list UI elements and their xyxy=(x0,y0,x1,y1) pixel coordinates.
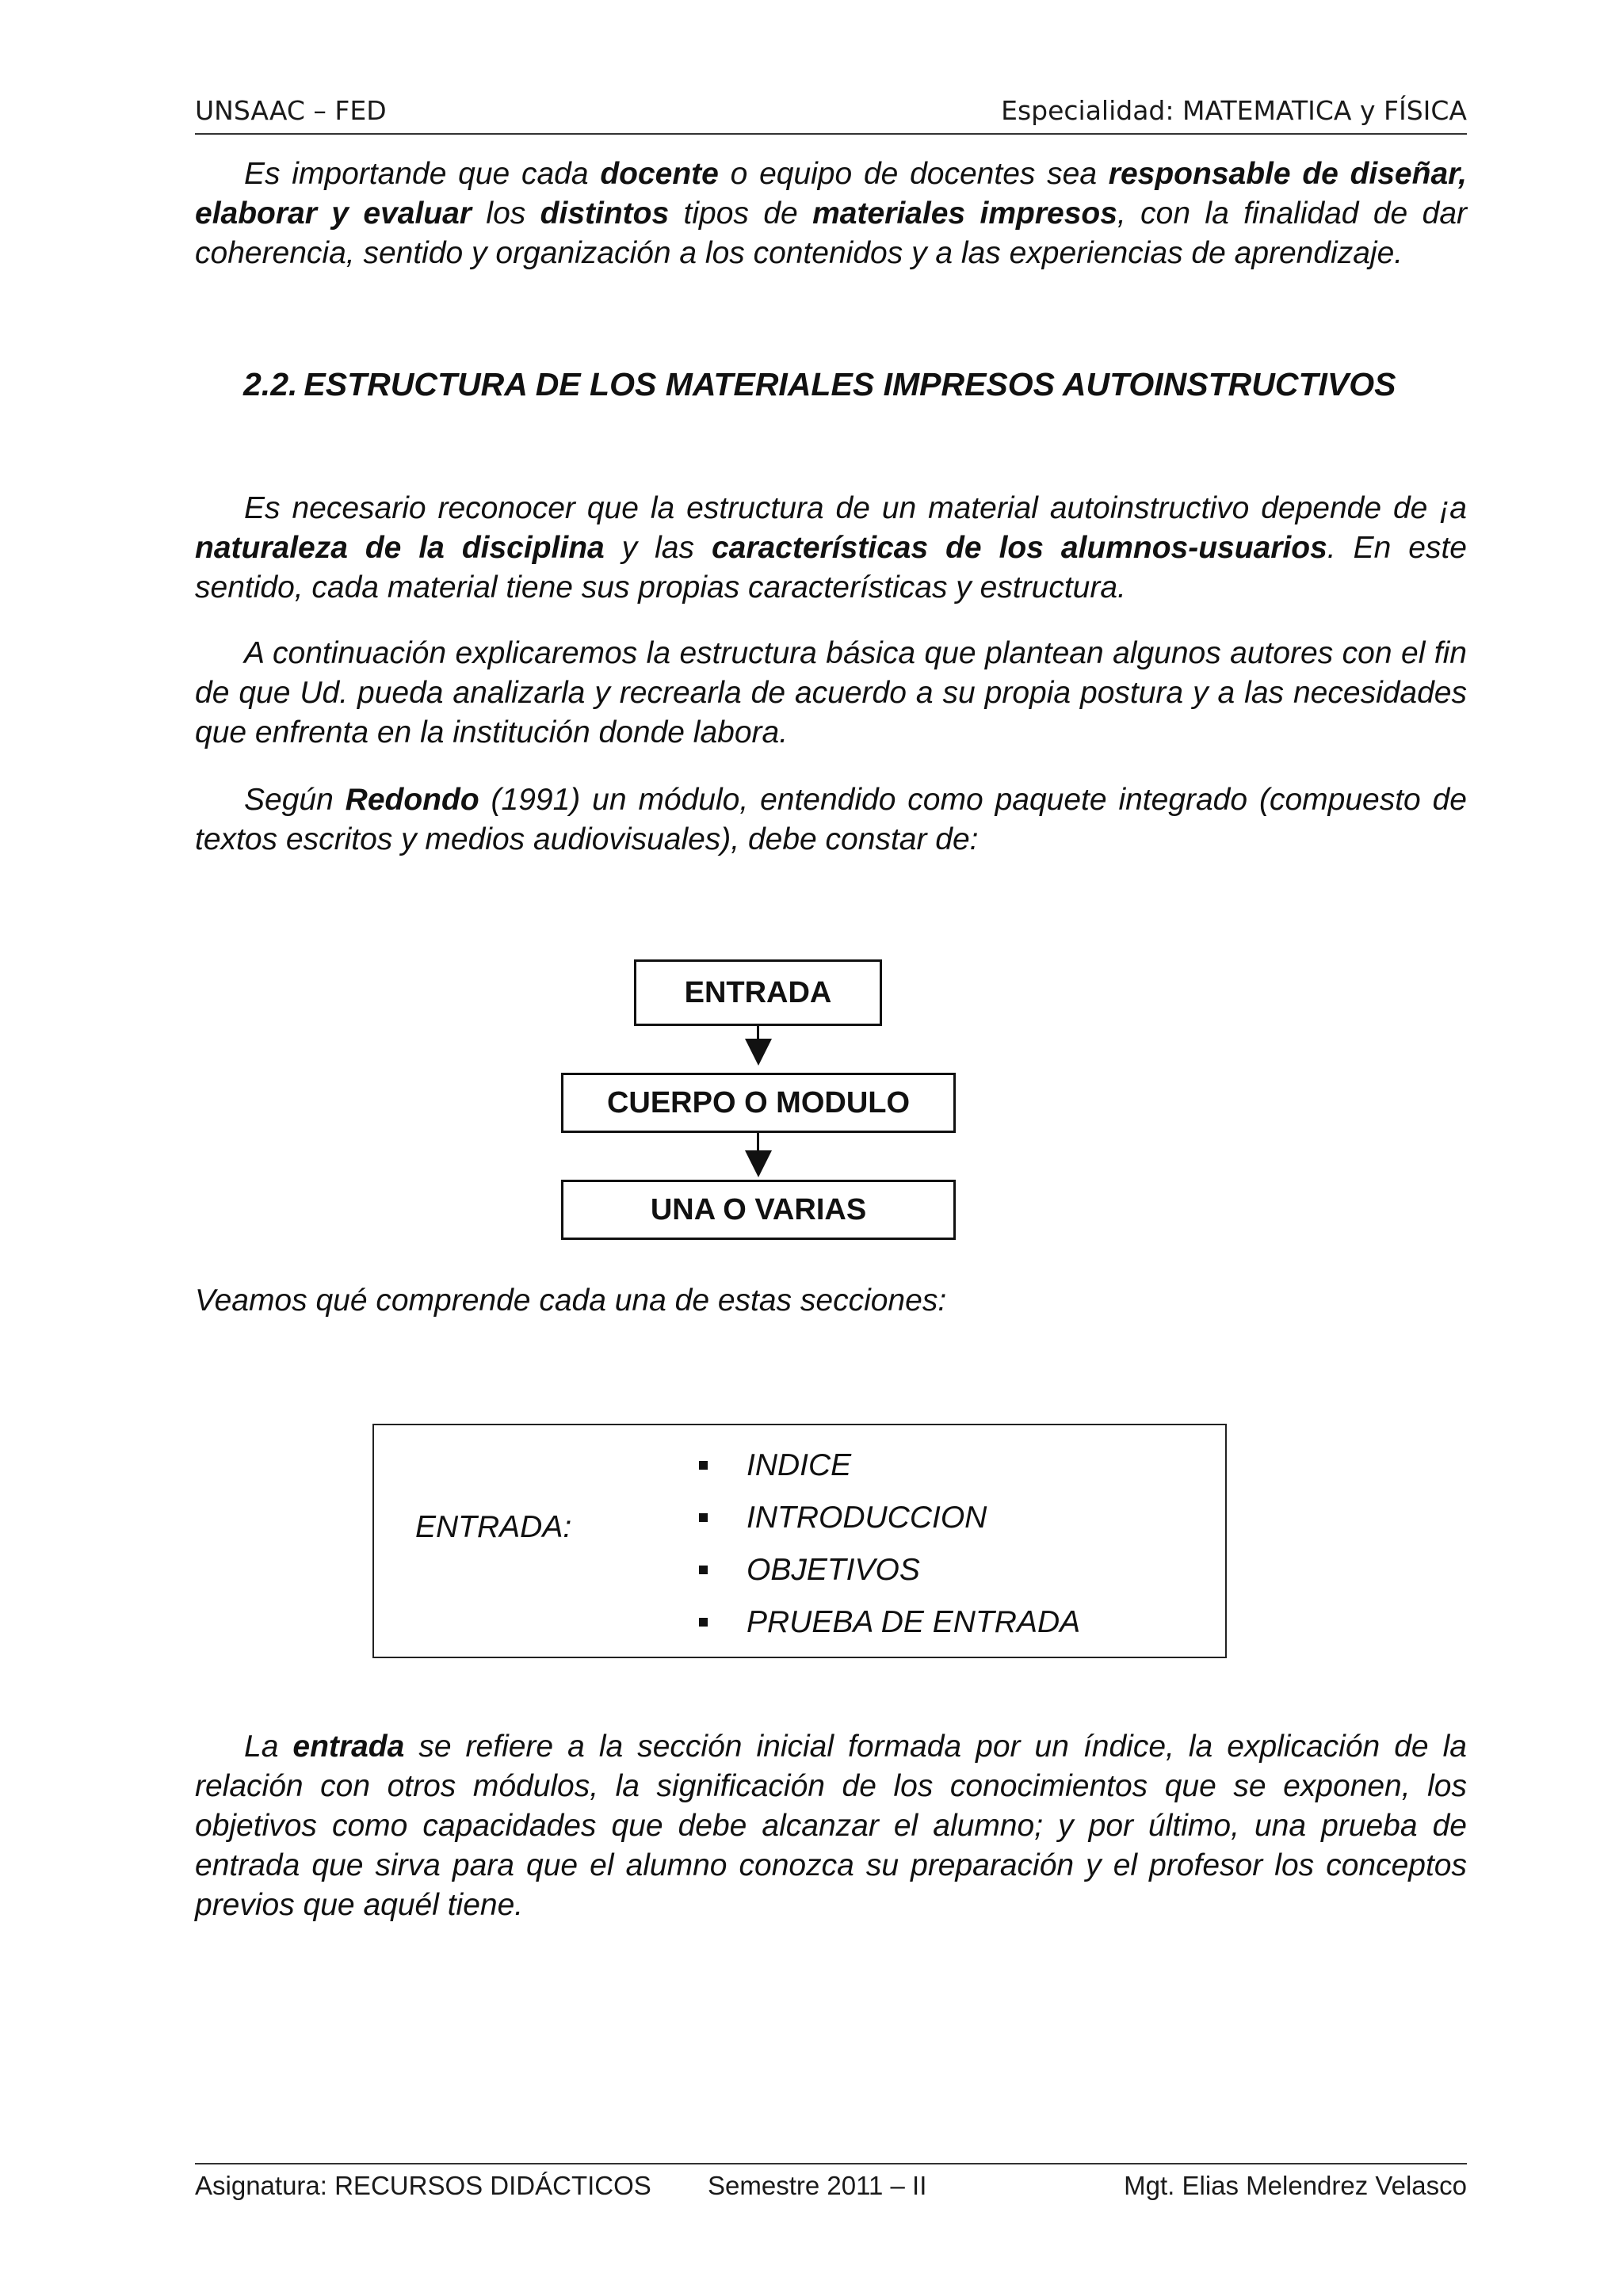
section-number: 2.2. xyxy=(243,366,298,402)
square-bullet-icon xyxy=(699,1513,708,1522)
entrada-table xyxy=(372,1424,1227,1658)
flow-box-entrada: ENTRADA xyxy=(634,959,882,1026)
entrada-list xyxy=(699,1444,1080,1653)
flow-box-cuerpo: CUERPO O MODULO xyxy=(561,1073,956,1133)
footer-semester: Semestre 2011 – II xyxy=(708,2171,927,2200)
list-item: INDICE xyxy=(699,1444,1080,1497)
flow-arrow-icon xyxy=(745,1039,772,1066)
footer-author: Mgt. Elias Melendrez Velasco xyxy=(1124,2171,1467,2200)
paragraph-explanation: A continuación explicaremos la estructura básica que plantean algunos autores con el fin de que Ud. pueda analizarla y recrearla de acuerdo a su propia postura y a las necesidades que enfrenta en la institución donde labora. xyxy=(195,636,1467,749)
footer-course: Asignatura: RECURSOS DIDÁCTICOS xyxy=(195,2171,651,2200)
sections-caption: Veamos qué comprende cada una de estas secciones: xyxy=(195,1283,947,1318)
intro-paragraph: Es importande que cada docente o equipo de docentes sea responsable de diseñar, elaborar y evaluar los distintos tipos de materiales impresos, con la finalidad de dar coherencia, sentido y organización a los contenidos y a las experiencias de aprendizaje. xyxy=(195,157,1467,270)
flow-arrow-line xyxy=(757,1133,759,1152)
paragraph-structure: Es necesario reconocer que la estructura de un material autoinstructivo depende de ¡a naturaleza de la disciplina y las características de los alumnos-usuarios. En este sentido, cada material tiene sus propias características y estructura. xyxy=(195,491,1467,605)
list-item: PRUEBA DE ENTRADA xyxy=(699,1601,1080,1653)
header-specialty: Especialidad: MATEMATICA y FÍSICA xyxy=(1001,95,1467,126)
flow-box-varias: UNA O VARIAS xyxy=(561,1180,956,1240)
header-divider xyxy=(195,133,1467,135)
flow-arrow-icon xyxy=(745,1150,772,1177)
section-title: ESTRUCTURA DE LOS MATERIALES IMPRESOS AUTOINSTRUCTIVOS xyxy=(304,366,1396,402)
entrada-label: ENTRADA: xyxy=(415,1510,572,1544)
square-bullet-icon xyxy=(699,1566,708,1574)
section-heading xyxy=(243,366,1396,403)
square-bullet-icon xyxy=(699,1618,708,1627)
footer-divider xyxy=(195,2163,1467,2164)
paragraph-entrada-definition: La entrada se refiere a la sección inicial formada por un índice, la explicación de la relación con otros módulos, la significación de los conocimientos que se exponen, los objetivos como capacidades que debe alcanzar el alumno; y por último, una prueba de entrada que sirva para que el alumno conozca su preparación y el profesor los conceptos previos que aquél tiene. xyxy=(195,1730,1467,1922)
list-item: INTRODUCCION xyxy=(699,1497,1080,1549)
list-item: OBJETIVOS xyxy=(699,1549,1080,1601)
paragraph-redondo: Según Redondo (1991) un módulo, entendido como paquete integrado (compuesto de textos escritos y medios audiovisuales), debe constar de: xyxy=(195,783,1467,856)
square-bullet-icon xyxy=(699,1461,708,1470)
header-institution: UNSAAC – FED xyxy=(195,95,387,126)
